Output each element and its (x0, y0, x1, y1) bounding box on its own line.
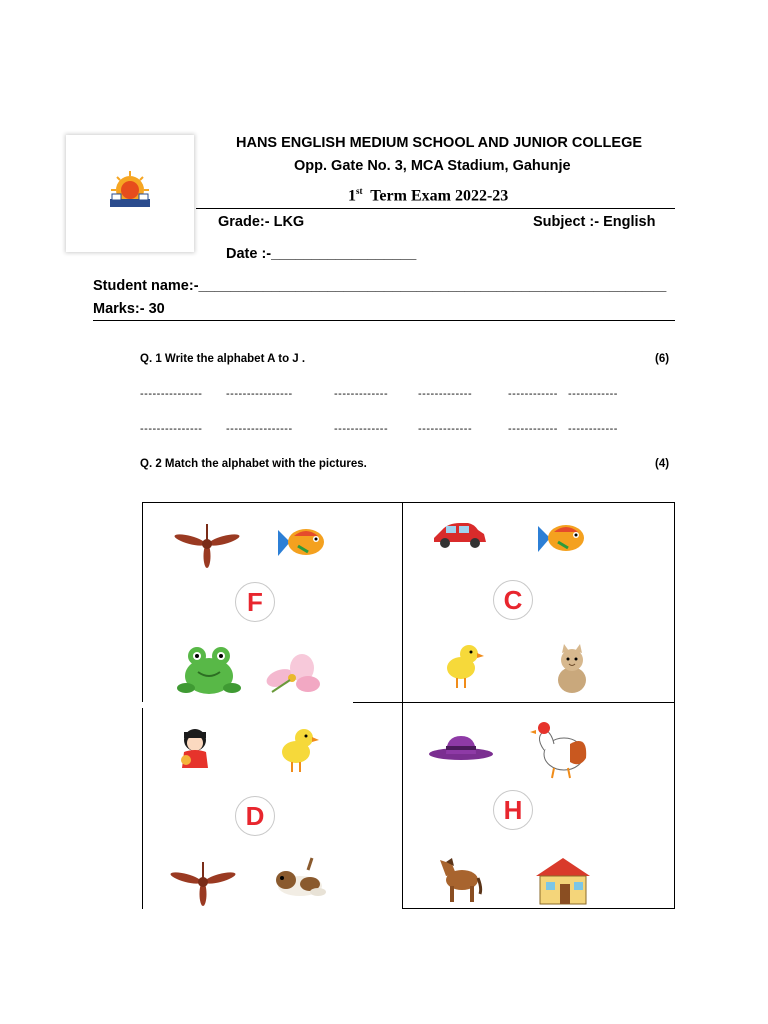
horse-icon (436, 854, 482, 909)
answer-line: ---------------- (226, 388, 293, 400)
flower-icon (264, 652, 322, 703)
answer-line: ------------- (418, 423, 473, 435)
exam-term: Term Exam 2022-23 (370, 187, 509, 205)
car-icon (430, 520, 488, 555)
duck-icon (278, 724, 320, 779)
fan-icon (170, 858, 236, 913)
exam-number: 1 (348, 187, 356, 205)
answer-line: --------------- (140, 423, 203, 435)
cat-icon (552, 644, 592, 699)
question-2-label: Q. 2 Match the alphabet with the pictures. (140, 458, 367, 470)
fish-icon (538, 518, 590, 563)
answer-line: ------------- (418, 388, 473, 400)
answer-line: ------------ (508, 388, 558, 400)
answer-line: ---------------- (226, 423, 293, 435)
school-address: Opp. Gate No. 3, MCA Stadium, Gahunje (294, 158, 571, 174)
hat-icon (428, 730, 494, 767)
letter-f-circle: F (235, 582, 275, 622)
frog-icon (176, 644, 242, 705)
answer-line: ------------ (568, 423, 618, 435)
answer-line: ------------- (334, 388, 389, 400)
fan-icon (174, 520, 240, 575)
house-icon (534, 856, 592, 911)
info-divider (93, 320, 675, 321)
school-logo-frame (66, 135, 194, 252)
exam-suffix: st (356, 186, 363, 196)
marks-label: Marks:- 30 (93, 301, 165, 317)
chick-icon (443, 640, 485, 695)
header-divider (196, 208, 675, 209)
exam-title (348, 186, 508, 205)
letter-c-circle: C (493, 580, 533, 620)
doll-icon (178, 728, 212, 775)
subject-label: Subject :- English (533, 214, 656, 230)
question-1-label: Q. 1 Write the alphabet A to J . (140, 353, 306, 365)
answer-line: ------------ (568, 388, 618, 400)
date-field: Date :-__________________ (226, 246, 417, 262)
hen-icon (530, 716, 592, 785)
student-name-field: Student name:-__________________________________________________________ (93, 278, 667, 294)
question-1-marks: (6) (655, 353, 670, 365)
letter-h-circle: H (493, 790, 533, 830)
answer-line: ------------ (508, 423, 558, 435)
question-2-marks: (4) (655, 458, 670, 470)
fish-icon (278, 522, 330, 567)
grade-label: Grade:- LKG (218, 214, 305, 230)
school-logo-icon (66, 135, 194, 252)
answer-line: --------------- (140, 388, 203, 400)
dog-icon (270, 856, 328, 905)
answer-line: ------------- (334, 423, 389, 435)
school-name: HANS ENGLISH MEDIUM SCHOOL AND JUNIOR COLLEGE (236, 135, 643, 151)
letter-d-circle: D (235, 796, 275, 836)
